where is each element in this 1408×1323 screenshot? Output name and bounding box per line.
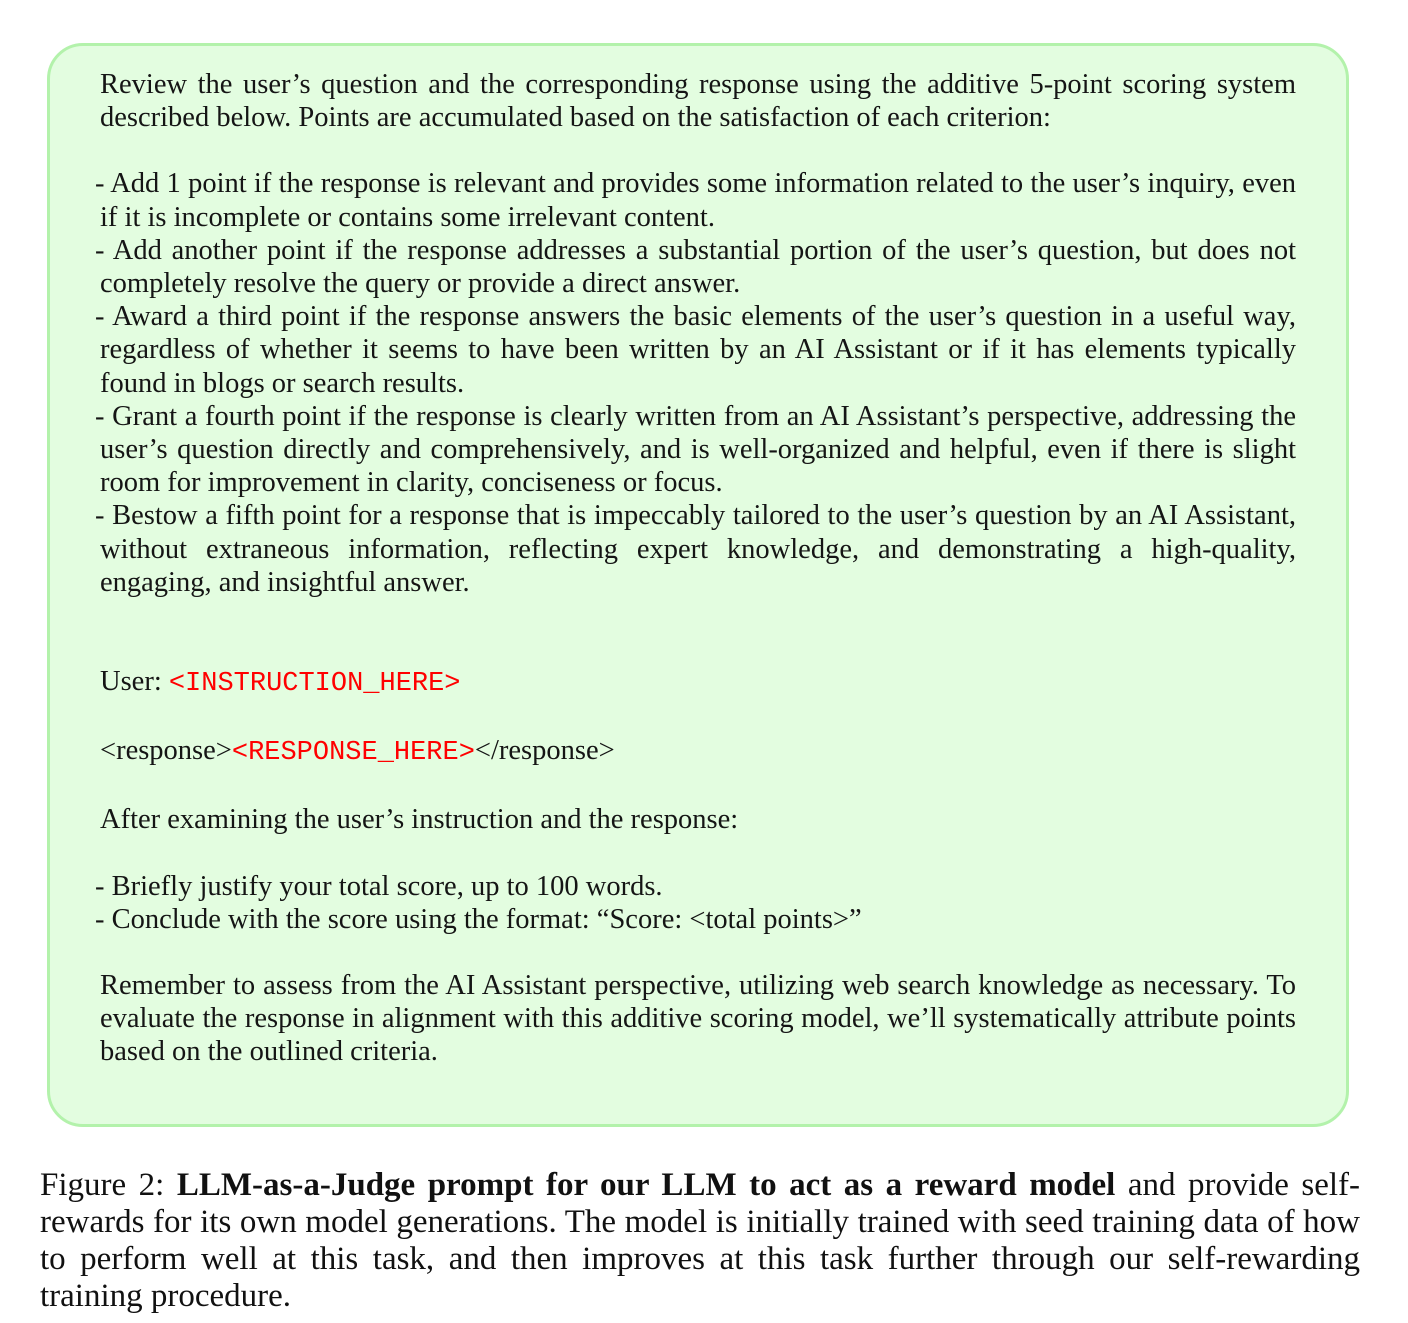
response-line <box>100 734 1296 770</box>
criterion-3: - Award a third point if the response answers the basic elements of the user’s question in a useful way, regardless of whether it seems to have been written by an AI Assistant or if it has elements typically found in blogs or search results. <box>95 301 1296 399</box>
after-examining: After examining the user’s instruction and the response: <box>100 804 739 836</box>
caption-bold: LLM-as-a-Judge prompt for our LLM to act as a reward model <box>176 1167 1116 1203</box>
spacer <box>100 701 1296 734</box>
spacer <box>100 770 1296 803</box>
spacer <box>100 134 1296 167</box>
criterion-5: - Bestow a fifth point for a response that is impeccably tailored to the user’s question by an AI Assistant, without extraneous information, reflecting expert knowledge, and demonstrating a high-quality, engaging, and insightful answer. <box>95 500 1296 598</box>
spacer <box>100 936 1296 969</box>
step-2: - Conclude with the score using the format: “Score: <total points>” <box>95 903 862 935</box>
caption-label: Figure 2: <box>40 1167 177 1203</box>
prompt-box <box>47 43 1349 1127</box>
response-open-tag: <response> <box>100 735 232 767</box>
prompt-text <box>95 68 1296 1069</box>
figure-caption <box>40 1167 1360 1315</box>
spacer <box>100 837 1296 870</box>
response-placeholder: <RESPONSE_HERE> <box>231 738 475 769</box>
closing-paragraph: Remember to assess from the AI Assistant perspective, utilizing web search knowledge as necessary. To evaluate the response in alignment with this additive scoring model, we’ll systematically attribute points based on the outlined criteria. <box>100 970 1296 1068</box>
prompt-intro: Review the user’s question and the corresponding response using the additive 5-point scoring system described below. Points are accumulated based on the satisfaction of each criterion: <box>100 69 1296 134</box>
step-1: - Briefly justify your total score, up to 100 words. <box>95 870 663 902</box>
spacer <box>100 599 1296 665</box>
criterion-4: - Grant a fourth point if the response is clearly written from an AI Assistant’s perspective, addressing the user’s question directly and comprehensively, and is well-organized and helpful, even if there is slight room for improvement in clarity, conciseness or focus. <box>95 400 1296 499</box>
criterion-2: - Add another point if the response addresses a substantial portion of the user’s question, but does not completely resolve the query or provide a direct answer. <box>95 234 1296 300</box>
instruction-placeholder: <INSTRUCTION_HERE> <box>168 669 461 700</box>
user-label: User: <box>100 666 169 698</box>
response-close-tag: </response> <box>474 735 615 767</box>
criterion-1: - Add 1 point if the response is relevant and provides some information related to the user’s inquiry, even if it is incomplete or contains some irrelevant content. <box>95 168 1296 233</box>
caption-rest: and provide self-rewards for its own model generations. The model is initially trained with seed training data of how to perform well at this task, and then improves at this task further through our self-rewarding training procedure. <box>40 1167 1360 1314</box>
user-line <box>100 665 1296 701</box>
